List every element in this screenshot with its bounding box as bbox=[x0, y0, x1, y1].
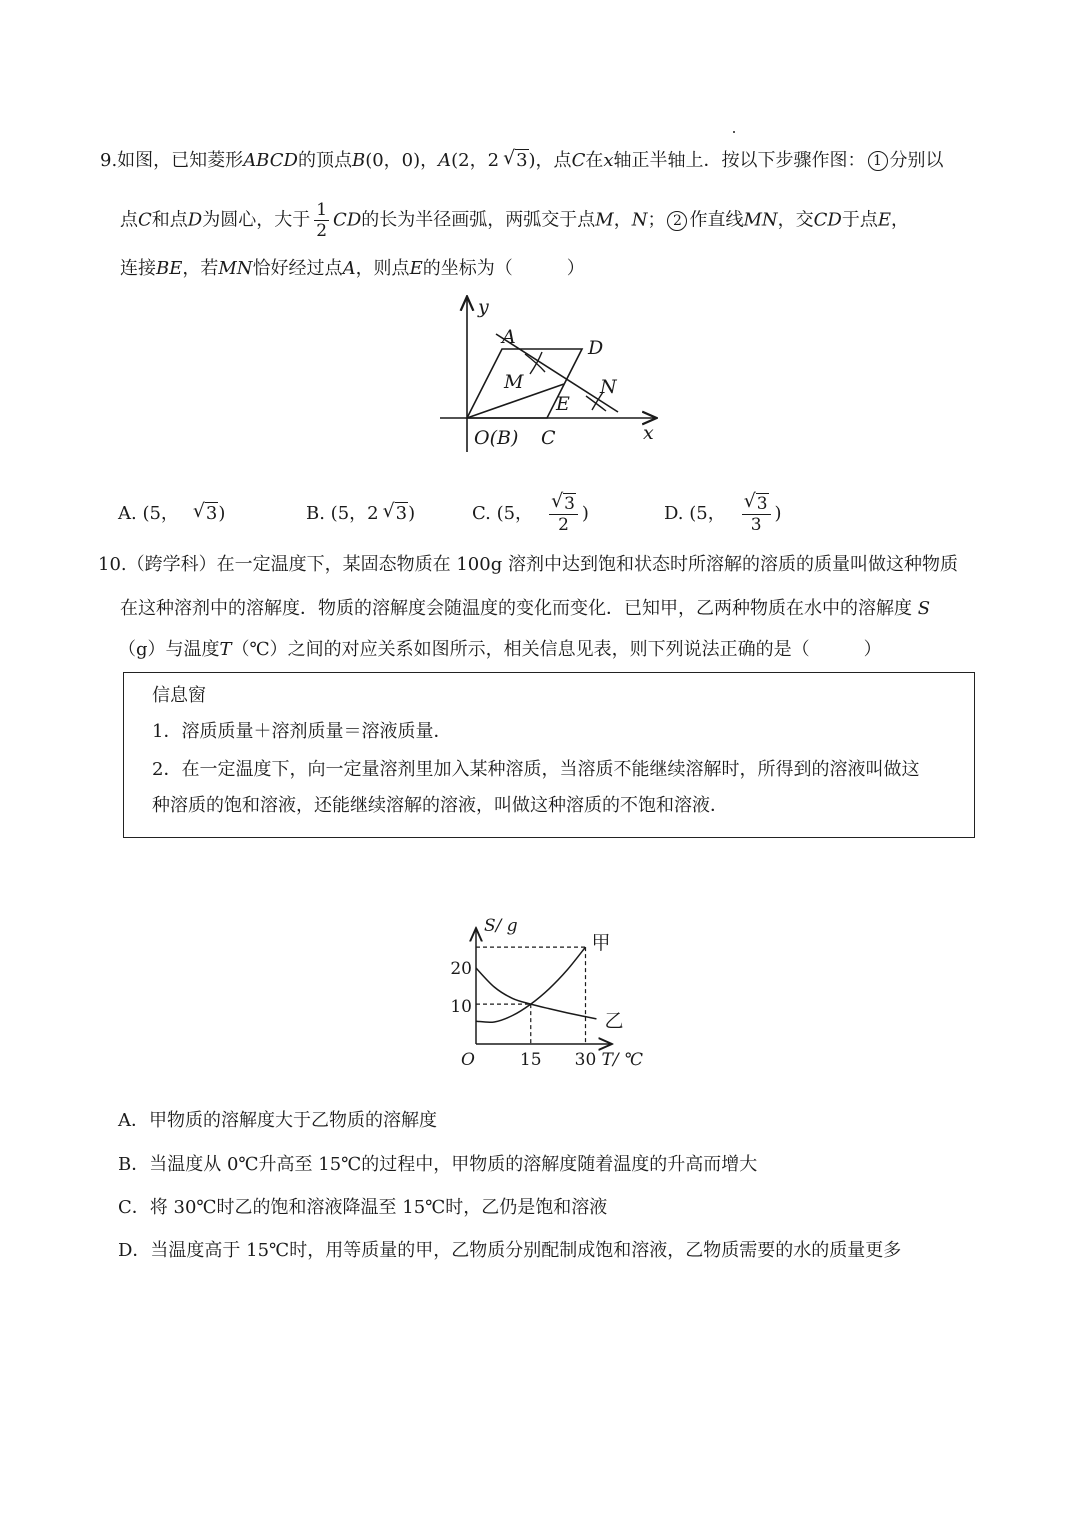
y-axis-label: S/ g bbox=[484, 916, 518, 936]
q10-line3: （g）与温度T（℃）之间的对应关系如图所示，相关信息见表，则下列说法正确的是（ ） bbox=[118, 639, 882, 660]
series-line-yi bbox=[476, 968, 596, 1019]
q10-line2: 在这种溶剂中的溶解度．物质的溶解度会随温度的变化而变化．已知甲，乙两种物质在水中的溶解度 S bbox=[120, 598, 931, 619]
x-axis-label: T/ ℃ bbox=[601, 1050, 643, 1070]
label-n: N bbox=[600, 376, 617, 398]
label-x: x bbox=[643, 422, 654, 444]
q9-option-a: A. (5， √ 3) bbox=[118, 500, 226, 524]
info-item-2b: 种溶质的饱和溶液，还能继续溶解的溶液，叫做这种溶质的不饱和溶液． bbox=[152, 795, 728, 816]
label-ob: O(B) bbox=[474, 427, 519, 449]
q10-option-b: B．当温度从 0℃升高至 15℃的过程中，甲物质的溶解度随着温度的升高而增大 bbox=[118, 1154, 758, 1175]
sqrt-3: √ 3 bbox=[503, 147, 528, 171]
q10-line1: 10.（跨学科）在一定温度下，某固态物质在 100g 溶剂中达到饱和状态时所溶解的溶质的质量叫做这种物质 bbox=[98, 554, 958, 575]
info-title: 信息窗 bbox=[152, 685, 206, 706]
circled-number-1: 1 bbox=[868, 151, 888, 171]
x-tick-label-30: 30 bbox=[574, 1050, 597, 1070]
circled-number-2: 2 bbox=[667, 211, 687, 231]
label-e: E bbox=[556, 393, 570, 415]
q9-line3: 连接BE，若MN恰好经过点A，则点E的坐标为（ ） bbox=[120, 258, 585, 279]
fraction-one-half: $\frac{1}{2}$ bbox=[316, 200, 328, 241]
info-item-2a: 2．在一定温度下，向一定量溶剂里加入某种溶质，当溶质不能继续溶解时，所得到的溶液叫做这 bbox=[152, 759, 920, 780]
y-tick-label-10: 10 bbox=[450, 997, 472, 1017]
info-item-1: 1．溶质质量＋溶剂质量＝溶液质量． bbox=[152, 721, 452, 742]
q10-option-a: A．甲物质的溶解度大于乙物质的溶解度 bbox=[118, 1110, 437, 1131]
q9-option-c: C. (5， √ 3 2 ) bbox=[472, 489, 589, 535]
q9-line2: 点C和点D为圆心，大于 $\frac{1}{2}$ CD的长为半径画弧，两弧交于点M，N； 2 作直线MN，交CD于点E， bbox=[120, 200, 909, 241]
info-window bbox=[123, 672, 975, 838]
q10-option-d: D．当温度高于 15℃时，用等质量的甲，乙物质分别配制成饱和溶液，乙物质需要的水的质量更多 bbox=[118, 1240, 902, 1261]
y-tick-label-20: 20 bbox=[450, 959, 472, 979]
series-label-jia: 甲 bbox=[591, 932, 611, 955]
scan-speck bbox=[733, 131, 735, 133]
label-m: M bbox=[504, 371, 524, 393]
solubility-chart bbox=[440, 905, 660, 1075]
label-y: y bbox=[478, 296, 489, 318]
label-a: A bbox=[502, 326, 516, 348]
origin-label: O bbox=[461, 1050, 475, 1070]
series-label-yi: 乙 bbox=[604, 1009, 624, 1032]
x-tick-label-15: 15 bbox=[519, 1050, 542, 1070]
label-d: D bbox=[588, 337, 604, 359]
rhombus-figure bbox=[430, 290, 670, 460]
q9-line1: 9.如图，已知菱形ABCD的顶点B(0，0)，A(2，2 √ 3)，点C在x轴正半轴上．按以下步骤作图： 1 分别以 bbox=[100, 148, 944, 174]
q9-option-d: D. (5， √ 3 3 ) bbox=[664, 489, 782, 535]
label-c: C bbox=[541, 427, 556, 449]
q10-option-c: C．将 30℃时乙的饱和溶液降温至 15℃时，乙仍是饱和溶液 bbox=[118, 1197, 608, 1218]
q9-option-b: B. (5，2 √ 3) bbox=[306, 500, 416, 524]
